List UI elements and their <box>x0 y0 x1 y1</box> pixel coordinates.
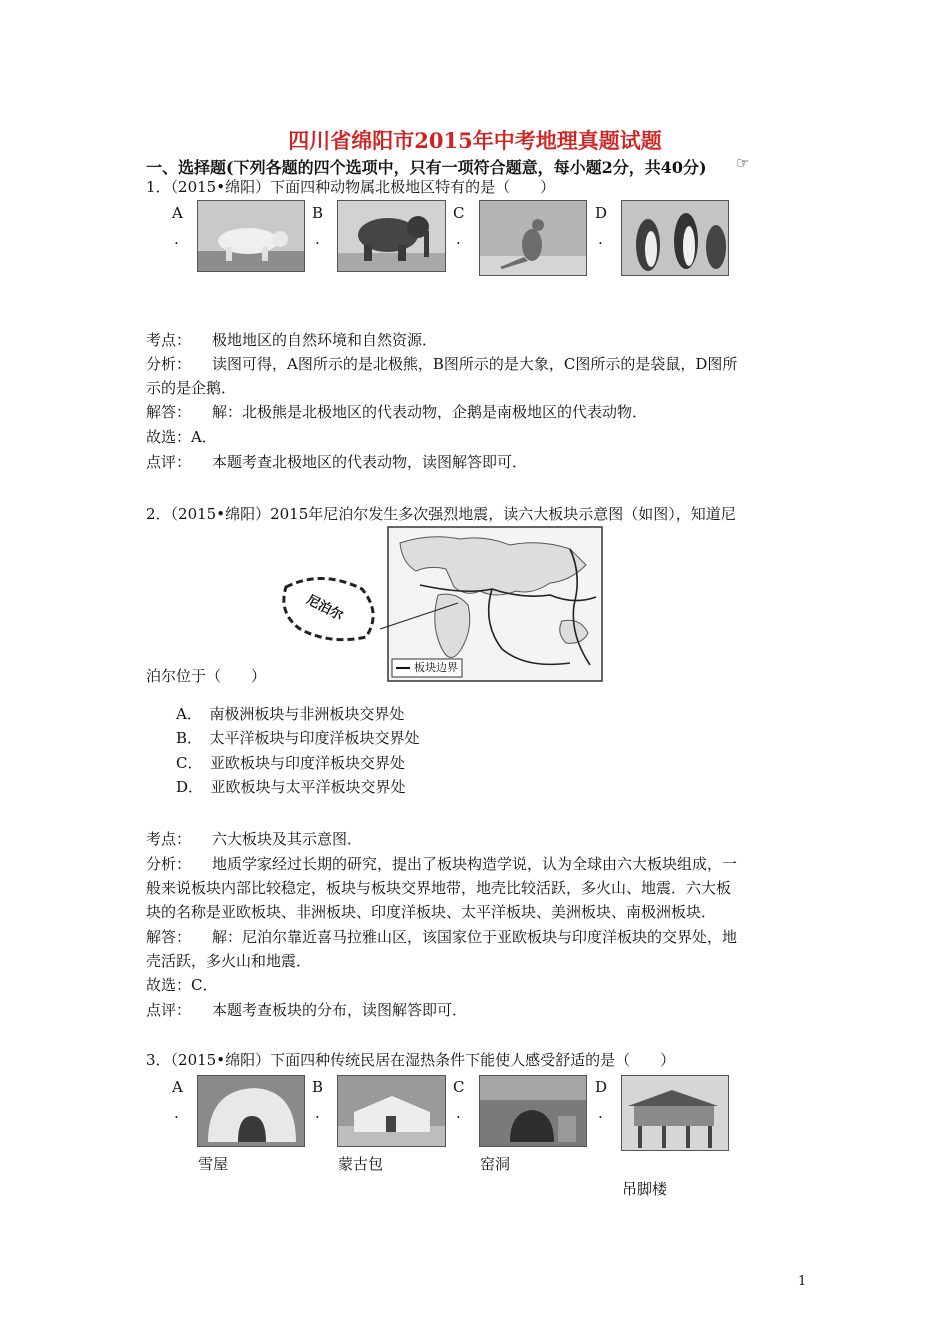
polar-bear-photo <box>197 200 305 272</box>
penguin-photo <box>621 200 729 276</box>
q2-jieda-line1: 解：尼泊尔靠近喜马拉雅山区，该国家位于亚欧板块与印度洋板块的交界处，地 <box>212 928 738 946</box>
q2-kaodian: 六大板块及其示意图． <box>212 830 363 848</box>
q1-option-d-letter: D <box>595 204 608 222</box>
q3-option-d-dot: . <box>598 1104 603 1122</box>
q1-answer: 故选：A． <box>146 428 217 446</box>
q2-fenxi-line2: 般来说板块内部比较稳定，板块与板块交界地带，地壳比较活跃，多火山、地震．六大板 <box>146 879 732 897</box>
q1-dianping: 本题考查北极地区的代表动物，读图解答即可． <box>212 453 528 471</box>
q1-kaodian-label: 考点： <box>146 331 192 349</box>
q1-jieda-label: 解答： <box>146 403 192 421</box>
igloo-photo <box>197 1075 305 1147</box>
q2-kaodian-label: 考点： <box>146 830 192 848</box>
q1-option-c-letter: C <box>453 204 465 222</box>
q3-caption-a: 雪屋 <box>198 1155 229 1173</box>
q2-dianping-label: 点评： <box>146 1001 192 1019</box>
q3-option-b-letter: B <box>312 1078 324 1096</box>
page-title: 四川省绵阳市2015年中考地理真题试题 <box>288 128 662 153</box>
plate-map-figure <box>270 525 610 685</box>
q1-option-d-dot: . <box>598 230 603 248</box>
q3-stem: 3．（2015•绵阳）下面四种传统民居在湿热条件下能使人感受舒适的是（ ） <box>146 1051 676 1069</box>
q2-stem-line1: 2．（2015•绵阳）2015年尼泊尔发生多次强烈地震，读六大板块示意图（如图），知道尼 <box>146 505 736 523</box>
kangaroo-photo <box>479 200 587 276</box>
q1-dianping-label: 点评： <box>146 453 192 471</box>
elephant-photo <box>337 200 446 272</box>
q1-stem: 1．（2015•绵阳）下面四种动物属北极地区特有的是（ ） <box>146 178 556 196</box>
q1-kaodian: 极地地区的自然环境和自然资源． <box>212 331 438 349</box>
q3-caption-b: 蒙古包 <box>338 1155 384 1173</box>
q2-jieda-label: 解答： <box>146 928 192 946</box>
q2-jieda-line2: 壳活跃，多火山和地震． <box>146 952 312 970</box>
page-number: 1 <box>798 1274 807 1289</box>
stilt-house-photo <box>621 1075 729 1151</box>
q1-option-a-dot: . <box>174 230 179 248</box>
q1-fenxi-label: 分析： <box>146 355 192 373</box>
map-callout-nepal: 尼泊尔 <box>303 592 346 625</box>
q3-option-d-letter: D <box>595 1078 608 1096</box>
q3-option-a-dot: . <box>174 1104 179 1122</box>
q1-fenxi-line2: 示的是企鹅． <box>146 379 237 397</box>
q1-option-b-dot: . <box>315 230 320 248</box>
q2-fenxi-line3: 块的名称是亚欧板块、非洲板块、印度洋板块、太平洋板块、美洲板块、南极洲板块． <box>146 903 717 921</box>
map-legend-plate-boundary: 板块边界 <box>414 661 458 674</box>
yurt-photo <box>337 1075 446 1147</box>
q3-option-c-dot: . <box>456 1104 461 1122</box>
cave-dwelling-photo <box>479 1075 587 1147</box>
q3-option-a-letter: A <box>172 1078 183 1096</box>
q2-option-a: A． 南极洲板块与非洲板块交界处 <box>176 705 405 723</box>
q2-option-c: C． 亚欧板块与印度洋板块交界处 <box>176 754 405 772</box>
q1-jieda: 解：北极熊是北极地区的代表动物，企鹅是南极地区的代表动物． <box>212 403 648 421</box>
q1-option-a-letter: A <box>172 204 183 222</box>
q2-option-d: D． 亚欧板块与太平洋板块交界处 <box>176 778 406 796</box>
q1-option-c-dot: . <box>456 230 461 248</box>
q2-dianping: 本题考查板块的分布，读图解答即可． <box>212 1001 468 1019</box>
q2-fenxi-line1: 地质学家经过长期的研究，提出了板块构造学说，认为全球由六大板块组成，一 <box>212 855 738 873</box>
q3-caption-d: 吊脚楼 <box>622 1180 668 1198</box>
q3-option-c-letter: C <box>453 1078 465 1096</box>
q2-fenxi-label: 分析： <box>146 855 192 873</box>
q2-stem-line2: 泊尔位于（ ） <box>146 667 267 685</box>
q2-option-b: B． 太平洋板块与印度洋板块交界处 <box>176 729 420 747</box>
q3-caption-c: 窑洞 <box>480 1155 511 1173</box>
q1-option-b-letter: B <box>312 204 324 222</box>
section-heading: 一、选择题(下列各题的四个选项中，只有一项符合题意，每小题2分，共40分) <box>146 158 707 177</box>
q3-option-b-dot: . <box>315 1104 320 1122</box>
hand-pointer-icon: ☞ <box>736 154 750 172</box>
q1-fenxi-line1: 读图可得，A图所示的是北极熊，B图所示的是大象，C图所示的是袋鼠，D图所 <box>212 355 738 373</box>
q2-answer: 故选：C． <box>146 976 218 994</box>
